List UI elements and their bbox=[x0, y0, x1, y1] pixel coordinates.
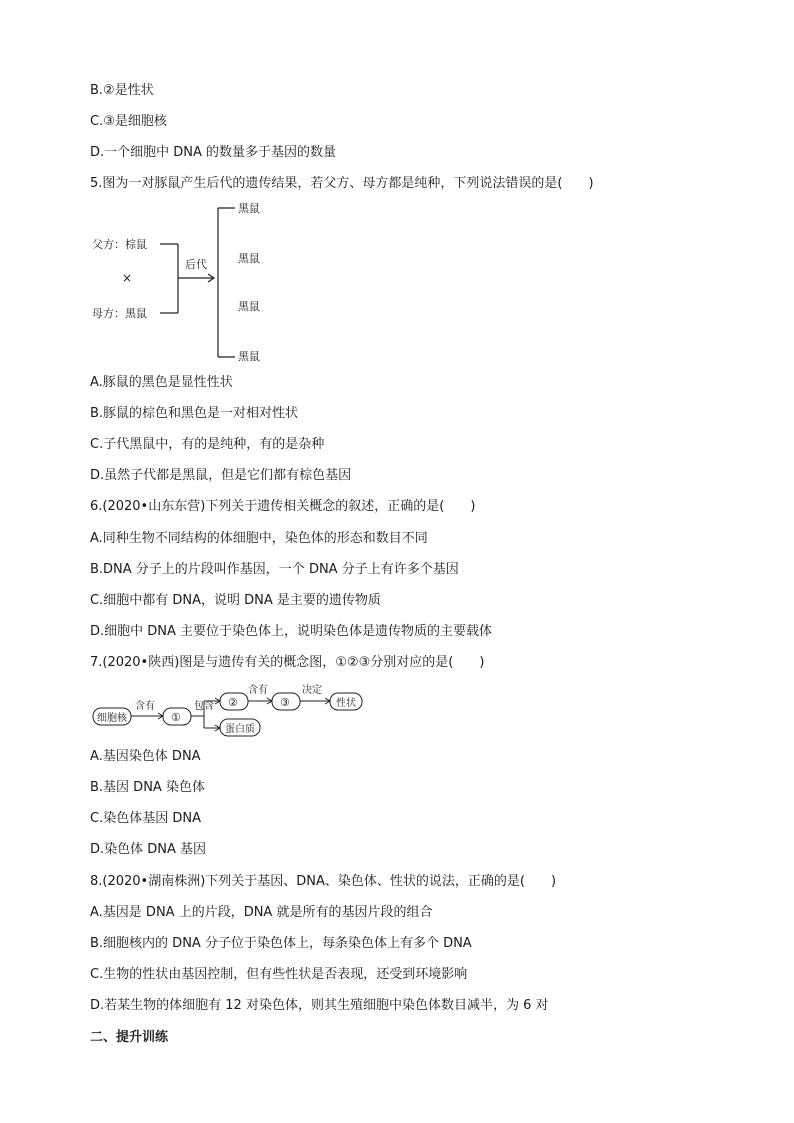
q7-option-b: B.基因 DNA 染色体 bbox=[90, 780, 205, 795]
q6-option-d: D.细胞中 DNA 主要位于染色体上，说明染色体是遗传物质的主要载体 bbox=[90, 624, 493, 639]
father-label: 父方：棕鼠 bbox=[92, 238, 147, 251]
q5-stem: 5.图为一对豚鼠产生后代的遗传结果，若父方、母方都是纯种，下列说法错误的是( ) bbox=[90, 176, 594, 191]
offspring-item: 黑鼠 bbox=[238, 300, 260, 313]
offspring-item: 黑鼠 bbox=[238, 350, 260, 363]
concept-trait: 性状 bbox=[336, 698, 356, 709]
q8-option-c: C.生物的性状由基因控制，但有些性状是否表现，还受到环境影响 bbox=[90, 967, 468, 982]
concept-includes-label: 包含 bbox=[194, 701, 214, 712]
q6-option-b: B.DNA 分子上的片段叫作基因，一个 DNA 分子上有许多个基因 bbox=[90, 562, 459, 577]
offspring-item: 黑鼠 bbox=[238, 252, 260, 265]
concept-protein: 蛋白质 bbox=[225, 724, 255, 735]
q8-option-d: D.若某生物的体细胞有 12 对染色体，则其生殖细胞中染色体数目减半，为 6 对 bbox=[90, 998, 549, 1013]
q6-option-c: C.细胞中都有 DNA，说明 DNA 是主要的遗传物质 bbox=[90, 593, 381, 608]
q7-stem: 7.(2020•陕西)图是与遗传有关的概念图，①②③分别对应的是( ) bbox=[90, 655, 485, 670]
cross-symbol: × bbox=[122, 271, 133, 285]
figure-genetics-concept-map bbox=[90, 683, 380, 741]
concept-contains-label: 含有 bbox=[248, 685, 268, 696]
concept-node-2: ② bbox=[228, 696, 238, 709]
mother-label: 母方：黑鼠 bbox=[92, 307, 147, 320]
concept-nucleus: 细胞核 bbox=[97, 713, 127, 724]
section-heading: 二、提升训练 bbox=[90, 1030, 169, 1045]
q7-option-c: C.染色体基因 DNA bbox=[90, 811, 201, 826]
q8-option-b: B.细胞核内的 DNA 分子位于染色体上，每条染色体上有多个 DNA bbox=[90, 936, 472, 951]
concept-decides-label: 决定 bbox=[302, 685, 322, 696]
offspring-label: 后代 bbox=[185, 258, 207, 271]
q6-option-a: A.同种生物不同结构的体细胞中，染色体的形态和数目不同 bbox=[90, 531, 428, 546]
q8-stem: 8.(2020•湖南株洲)下列关于基因、DNA、染色体、性状的说法，正确的是( ) bbox=[90, 874, 557, 889]
q8-option-a: A.基因是 DNA 上的片段，DNA 就是所有的基因片段的组合 bbox=[90, 905, 433, 920]
q7-option-a: A.基因染色体 DNA bbox=[90, 749, 201, 764]
concept-node-1: ① bbox=[171, 711, 181, 724]
q5-option-d: D.虽然子代都是黑鼠，但是它们都有棕色基因 bbox=[90, 468, 352, 483]
q4-option-c: C.③是细胞核 bbox=[90, 114, 167, 129]
figure-guinea-pig-cross bbox=[90, 200, 290, 370]
q5-option-b: B.豚鼠的棕色和黑色是一对相对性状 bbox=[90, 406, 299, 421]
q6-stem: 6.(2020•山东东营)下列关于遗传相关概念的叙述，正确的是( ) bbox=[90, 499, 476, 514]
offspring-item: 黑鼠 bbox=[238, 202, 260, 215]
q7-option-d: D.染色体 DNA 基因 bbox=[90, 842, 207, 857]
concept-contains-label: 含有 bbox=[135, 701, 155, 712]
q4-option-b: B.②是性状 bbox=[90, 83, 154, 98]
q5-option-a: A.豚鼠的黑色是显性性状 bbox=[90, 375, 233, 390]
concept-node-3: ③ bbox=[280, 696, 290, 709]
q5-option-c: C.子代黑鼠中，有的是纯种，有的是杂种 bbox=[90, 437, 325, 452]
q4-option-d: D.一个细胞中 DNA 的数量多于基因的数量 bbox=[90, 145, 337, 160]
